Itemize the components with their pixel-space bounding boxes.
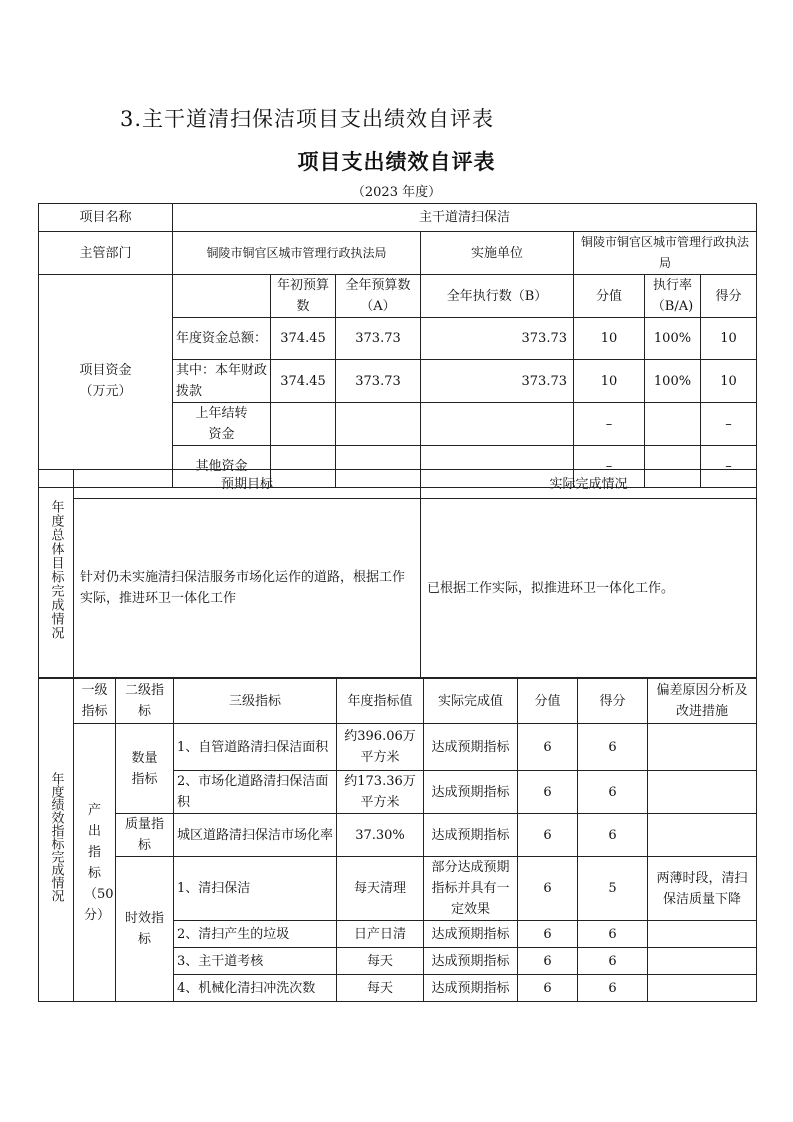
annual-target: 每天: [337, 948, 424, 975]
budget-init: [271, 403, 336, 446]
actual-value: 达成预期指标: [424, 724, 518, 771]
level3-indicator: 1、自管道路清扫保洁面积: [174, 724, 337, 771]
col-header: 二级指标: [116, 679, 174, 724]
exec-rate: 100%: [645, 318, 701, 360]
score-value: 6: [518, 921, 578, 948]
funds-label: 项目资金（万元）: [39, 275, 173, 488]
col-header: 年初预算数: [271, 275, 336, 318]
score-value: –: [574, 446, 645, 488]
report-year: （2023 年度）: [351, 185, 442, 200]
actual-value: 达成预期指标: [424, 948, 518, 975]
deviation: [648, 771, 757, 814]
expected-goal: 针对仍未实施清扫保洁服务市场化运作的道路，根据工作实际，推进环卫一体化工作: [74, 499, 421, 678]
goals-side-label: 年度总体目标完成情况: [48, 500, 64, 640]
score: –: [701, 446, 757, 488]
exec-rate: [645, 403, 701, 446]
annual-target: 每天: [337, 975, 424, 1002]
level1-indicator: 产出指标（50分）: [74, 724, 116, 1002]
budget-init: 374.45: [271, 318, 336, 360]
col-header: 全年执行数（B）: [421, 275, 574, 318]
budget-full: 373.73: [336, 360, 421, 403]
score: –: [701, 403, 757, 446]
exec-amount: 373.73: [421, 318, 574, 360]
funds-table: [38, 203, 757, 488]
deviation: [648, 814, 757, 857]
group-quality: 质量指标: [116, 814, 174, 857]
project-name-value: 主干道清扫保洁: [173, 204, 757, 232]
group-quantity: 数量指标: [116, 724, 174, 814]
actual-goal: 已根据工作实际，拟推进环卫一体化工作。: [421, 499, 757, 678]
col-header: 实际完成值: [424, 679, 518, 724]
score-value: 6: [518, 814, 578, 857]
col-header: 全年预算数（A）: [336, 275, 421, 318]
row-label: 其他资金: [173, 446, 271, 488]
budget-init: 374.45: [271, 360, 336, 403]
score-value: 6: [518, 724, 578, 771]
score: 5: [578, 857, 648, 921]
table-row: [39, 814, 757, 857]
score-value: 6: [518, 975, 578, 1002]
level3-indicator: 4、机械化清扫冲洗次数: [174, 975, 337, 1002]
annual-target: 约396.06万平方米: [337, 724, 424, 771]
col-header: 年度指标值: [337, 679, 424, 724]
unit-label: 实施单位: [421, 232, 574, 275]
indicators-table: [38, 678, 757, 1002]
col-header: 分值: [518, 679, 578, 724]
budget-full: 373.73: [336, 318, 421, 360]
score-value: 10: [574, 318, 645, 360]
score-value: 6: [518, 771, 578, 814]
budget-full: [336, 403, 421, 446]
row-label: 其中：本年财政拨款: [173, 360, 271, 403]
col-header: 一级指标: [74, 679, 116, 724]
project-name-label: 项目名称: [39, 204, 173, 232]
score: 6: [578, 975, 648, 1002]
expected-header: 预期目标: [74, 470, 421, 499]
row-label: 年度资金总额：: [173, 318, 271, 360]
score-value: 10: [574, 360, 645, 403]
indicators-side-label: 年度绩效指标完成情况: [48, 771, 64, 902]
page-title: 项目支出绩效自评表: [297, 149, 496, 174]
annual-target: 每天清理: [337, 857, 424, 921]
unit-value: 铜陵市铜官区城市管理行政执法局: [574, 232, 757, 275]
actual-value: 达成预期指标: [424, 771, 518, 814]
annual-target: 日产日清: [337, 921, 424, 948]
section-heading: 3.主干道清扫保洁项目支出绩效自评表: [120, 107, 495, 131]
col-header: 得分: [701, 275, 757, 318]
score: 10: [701, 360, 757, 403]
actual-value: 达成预期指标: [424, 975, 518, 1002]
dept-value: 铜陵市铜官区城市管理行政执法局: [173, 232, 421, 275]
level3-indicator: 2、市场化道路清扫保洁面积: [174, 771, 337, 814]
deviation: [648, 724, 757, 771]
deviation: [648, 975, 757, 1002]
score: 6: [578, 814, 648, 857]
deviation: [648, 921, 757, 948]
level3-indicator: 2、清扫产生的垃圾: [174, 921, 337, 948]
exec-amount: [421, 403, 574, 446]
level3-indicator: 3、主干道考核: [174, 948, 337, 975]
col-header: 分值: [574, 275, 645, 318]
score: 6: [578, 921, 648, 948]
annual-target: 约173.36万平方米: [337, 771, 424, 814]
score: 6: [578, 948, 648, 975]
col-header: 得分: [578, 679, 648, 724]
actual-value: 达成预期指标: [424, 921, 518, 948]
actual-value: 部分达成预期指标并具有一定效果: [424, 857, 518, 921]
level3-indicator: 城区道路清扫保洁市场化率: [174, 814, 337, 857]
level3-indicator: 1、清扫保洁: [174, 857, 337, 921]
table-row: [39, 724, 757, 771]
score-value: –: [574, 403, 645, 446]
deviation: [648, 948, 757, 975]
col-header: 执行率（B/A): [645, 275, 701, 318]
exec-rate: 100%: [645, 360, 701, 403]
group-time: 时效指标: [116, 857, 174, 1002]
deviation: 两薄时段，清扫保洁质量下降: [648, 857, 757, 921]
score: 10: [701, 318, 757, 360]
goals-table: [38, 469, 757, 678]
exec-amount: 373.73: [421, 360, 574, 403]
score: 6: [578, 724, 648, 771]
score-value: 6: [518, 948, 578, 975]
score-value: 6: [518, 857, 578, 921]
annual-target: 37.30%: [337, 814, 424, 857]
score: 6: [578, 771, 648, 814]
col-header: 偏差原因分析及改进措施: [648, 679, 757, 724]
table-row: [39, 857, 757, 921]
actual-value: 达成预期指标: [424, 814, 518, 857]
row-label: 上年结转资金: [173, 403, 271, 446]
actual-header: 实际完成情况: [421, 470, 757, 499]
dept-label: 主管部门: [39, 232, 173, 275]
col-header: 三级指标: [174, 679, 337, 724]
